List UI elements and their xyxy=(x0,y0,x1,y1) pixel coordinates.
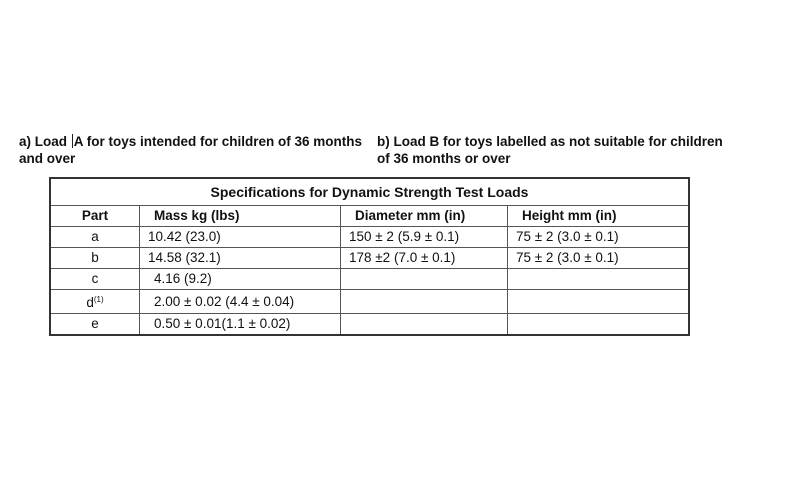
cell-part: a xyxy=(50,227,140,248)
text-cursor xyxy=(72,134,73,148)
cell-part xyxy=(50,290,140,314)
table-row xyxy=(50,269,689,290)
cell-part: b xyxy=(50,248,140,269)
cell-height xyxy=(508,314,690,336)
footnote-marker: (1) xyxy=(93,295,104,304)
cell-mass: 0.50 ± 0.01(1.1 ± 0.02) xyxy=(140,314,341,336)
header-part: Part xyxy=(50,206,140,227)
cell-height: 75 ± 2 (3.0 ± 0.1) xyxy=(508,227,690,248)
table-row xyxy=(50,248,689,269)
cell-mass: 4.16 (9.2) xyxy=(140,269,341,290)
cell-part: e xyxy=(50,314,140,336)
cell-diameter: 150 ± 2 (5.9 ± 0.1) xyxy=(341,227,508,248)
cell-diameter xyxy=(341,269,508,290)
cell-part: c xyxy=(50,269,140,290)
table-row xyxy=(50,290,689,314)
table-header-row xyxy=(50,206,689,227)
cell-part-label: d xyxy=(86,295,94,310)
cell-diameter xyxy=(341,290,508,314)
cell-mass: 14.58 (32.1) xyxy=(140,248,341,269)
table-title-row xyxy=(50,178,689,206)
header-mass: Mass kg (lbs) xyxy=(140,206,341,227)
heading-load-b: b) Load B for toys labelled as not suitable for children of 36 months or over xyxy=(377,134,723,166)
heading-load-a-prefix: a) Load xyxy=(19,134,71,149)
cell-height xyxy=(508,290,690,314)
cell-height xyxy=(508,269,690,290)
cell-mass: 10.42 (23.0) xyxy=(140,227,341,248)
cell-mass: 2.00 ± 0.02 (4.4 ± 0.04) xyxy=(140,290,341,314)
heading-load-a-text: A for toys intended for children of 36 months and over xyxy=(19,134,363,166)
cell-diameter: 178 ±2 (7.0 ± 0.1) xyxy=(341,248,508,269)
table-row xyxy=(50,314,689,336)
table-row xyxy=(50,227,689,248)
cell-diameter xyxy=(341,314,508,336)
header-diameter: Diameter mm (in) xyxy=(341,206,508,227)
table-title: Specifications for Dynamic Strength Test Loads xyxy=(50,178,689,206)
spec-table xyxy=(49,177,690,336)
heading-load-a xyxy=(19,133,369,167)
cell-height: 75 ± 2 (3.0 ± 0.1) xyxy=(508,248,690,269)
header-height: Height mm (in) xyxy=(508,206,690,227)
